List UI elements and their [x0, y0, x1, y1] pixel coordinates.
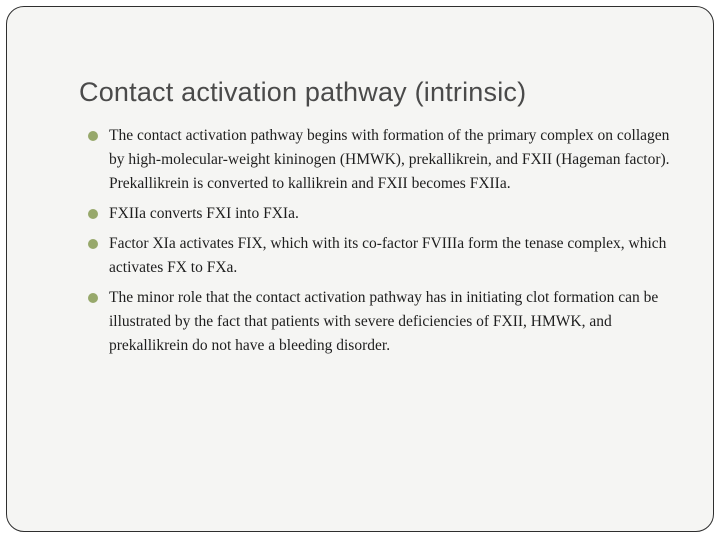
bullet-list	[85, 124, 685, 364]
bullet-text: The minor role that the contact activation pathway has in initiating clot formation can be illustrated by the fact that patients with severe deficiencies of FXII, HMWK, and prekallikrein do not have a bleeding disorder.	[109, 289, 659, 354]
slide-title: Contact activation pathway (intrinsic)	[79, 77, 527, 107]
bullet-dot-icon	[88, 293, 98, 303]
bullet-item	[85, 202, 685, 226]
bullet-item	[85, 124, 685, 196]
bullet-text: FXIIa converts FXI into FXIa.	[109, 205, 299, 222]
bullet-dot-icon	[88, 209, 98, 219]
bullet-text: The contact activation pathway begins with formation of the primary complex on collagen by high-molecular-weight kininogen (HMWK), prekallikrein, and FXII (Hageman factor). Prekallikrein is converted to kallikrein and FXII becomes FXIIa.	[109, 127, 670, 192]
bullet-item	[85, 286, 685, 358]
bullet-dot-icon	[88, 131, 98, 141]
bullet-text: Factor XIa activates FIX, which with its co-factor FVIIIa form the tenase complex, which activates FX to FXa.	[109, 235, 667, 276]
bullet-item	[85, 232, 685, 280]
slide	[6, 6, 714, 532]
bullet-dot-icon	[88, 239, 98, 249]
